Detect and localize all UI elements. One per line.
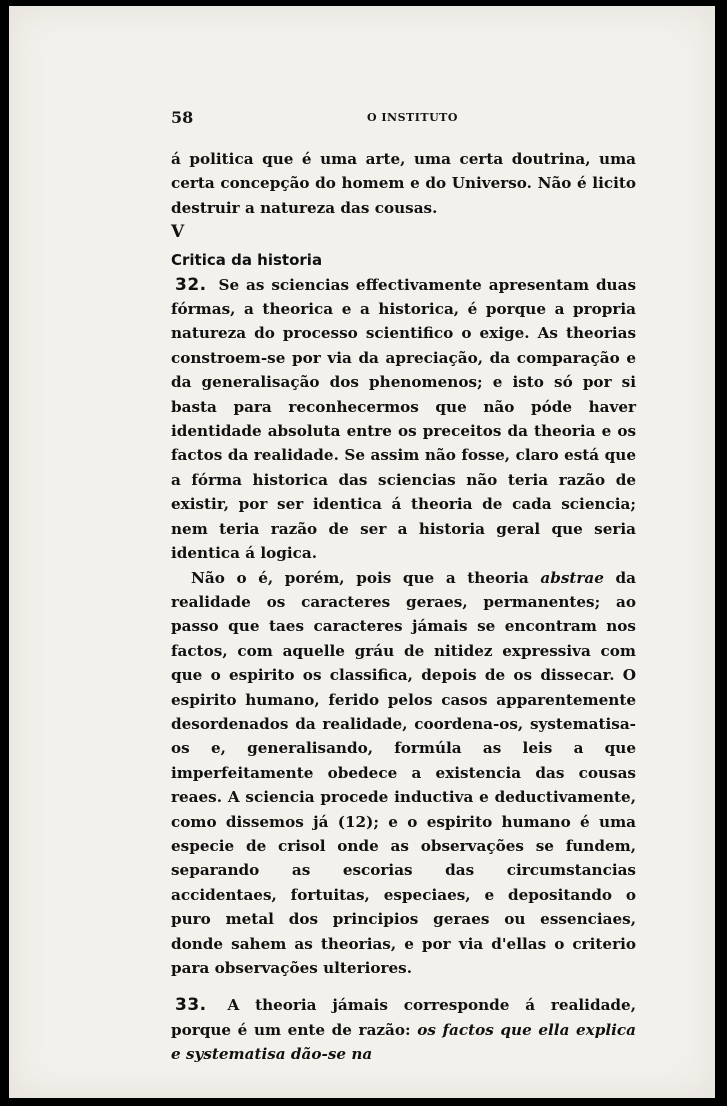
section-number-32: 32. [175,274,207,295]
continuation-text-start: Não o é, porém, pois que a theoria [191,568,541,587]
emphasis-abstrae: abstrae [540,568,604,587]
section-33-paragraph [171,993,636,1066]
section-32-paragraph [171,273,636,566]
page-body [171,147,636,1067]
page-number: 58 [171,108,194,127]
chapter-title: Critica da historia [171,251,323,270]
running-head [171,108,636,130]
section-33-emphasis: os factos que ella explica e systematisa dão-se na [171,1020,636,1064]
section-number-33: 33. [175,995,207,1016]
section-33-text: A theoria jámais corresponde á realidade, porque é um ente de razão: [171,996,636,1039]
book-page [9,6,715,1098]
continuation-text-end: da realidade os caracteres geraes, permanentes; ao passo que taes caracteres jámais se encontram nos factos, com aquelle gráu de nitidez expressiva com que o espirito os classifica, depois de os dissecar. O espirito humano, ferido pelos casos apparentemente desordenados da realidade, coordena-os, systematisa-os e, generalisando, formúla as leis a que imperfeitamente obedece a existencia das cousas reaes. A sciencia procede inductiva e deductivamente, como dissemos já (12); e o espirito humano é uma especie de crisol onde as observações se fundem, separando as escorias das circumstancias accidentaes, fortuitas, especiaes, e depositando o puro metal dos principios geraes ou essenciaes, donde sahem as theorias, e por via d'ellas o criterio para observações ulteriores. [171,568,637,977]
opening-paragraph: á politica que é uma arte, uma certa doutrina, uma certa concepção do homem e do Universo. Não é licito destruir a natureza das cousas. [171,150,636,217]
section-32-continuation [171,566,636,981]
chapter-numeral: V [171,222,185,243]
section-32-text: Se as sciencias effectivamente apresentam duas fórmas, a theorica e a historica, é porque a propria natureza do processo scientifico o exige. As theorias constroem-se por via da apreciação, da comparação e da generalisação dos phenomenos; e isto só por si basta para reconhecermos que não póde haver identidade absoluta entre os preceitos da theoria e os factos da realidade. Se assim não fosse, claro está que a fórma historica das sciencias não teria razão de existir, por ser identica á theoria de cada sciencia; nem teria razão de ser a historia geral que seria identica á logica. [171,275,636,563]
running-title: O INSTITUTO [367,111,458,124]
